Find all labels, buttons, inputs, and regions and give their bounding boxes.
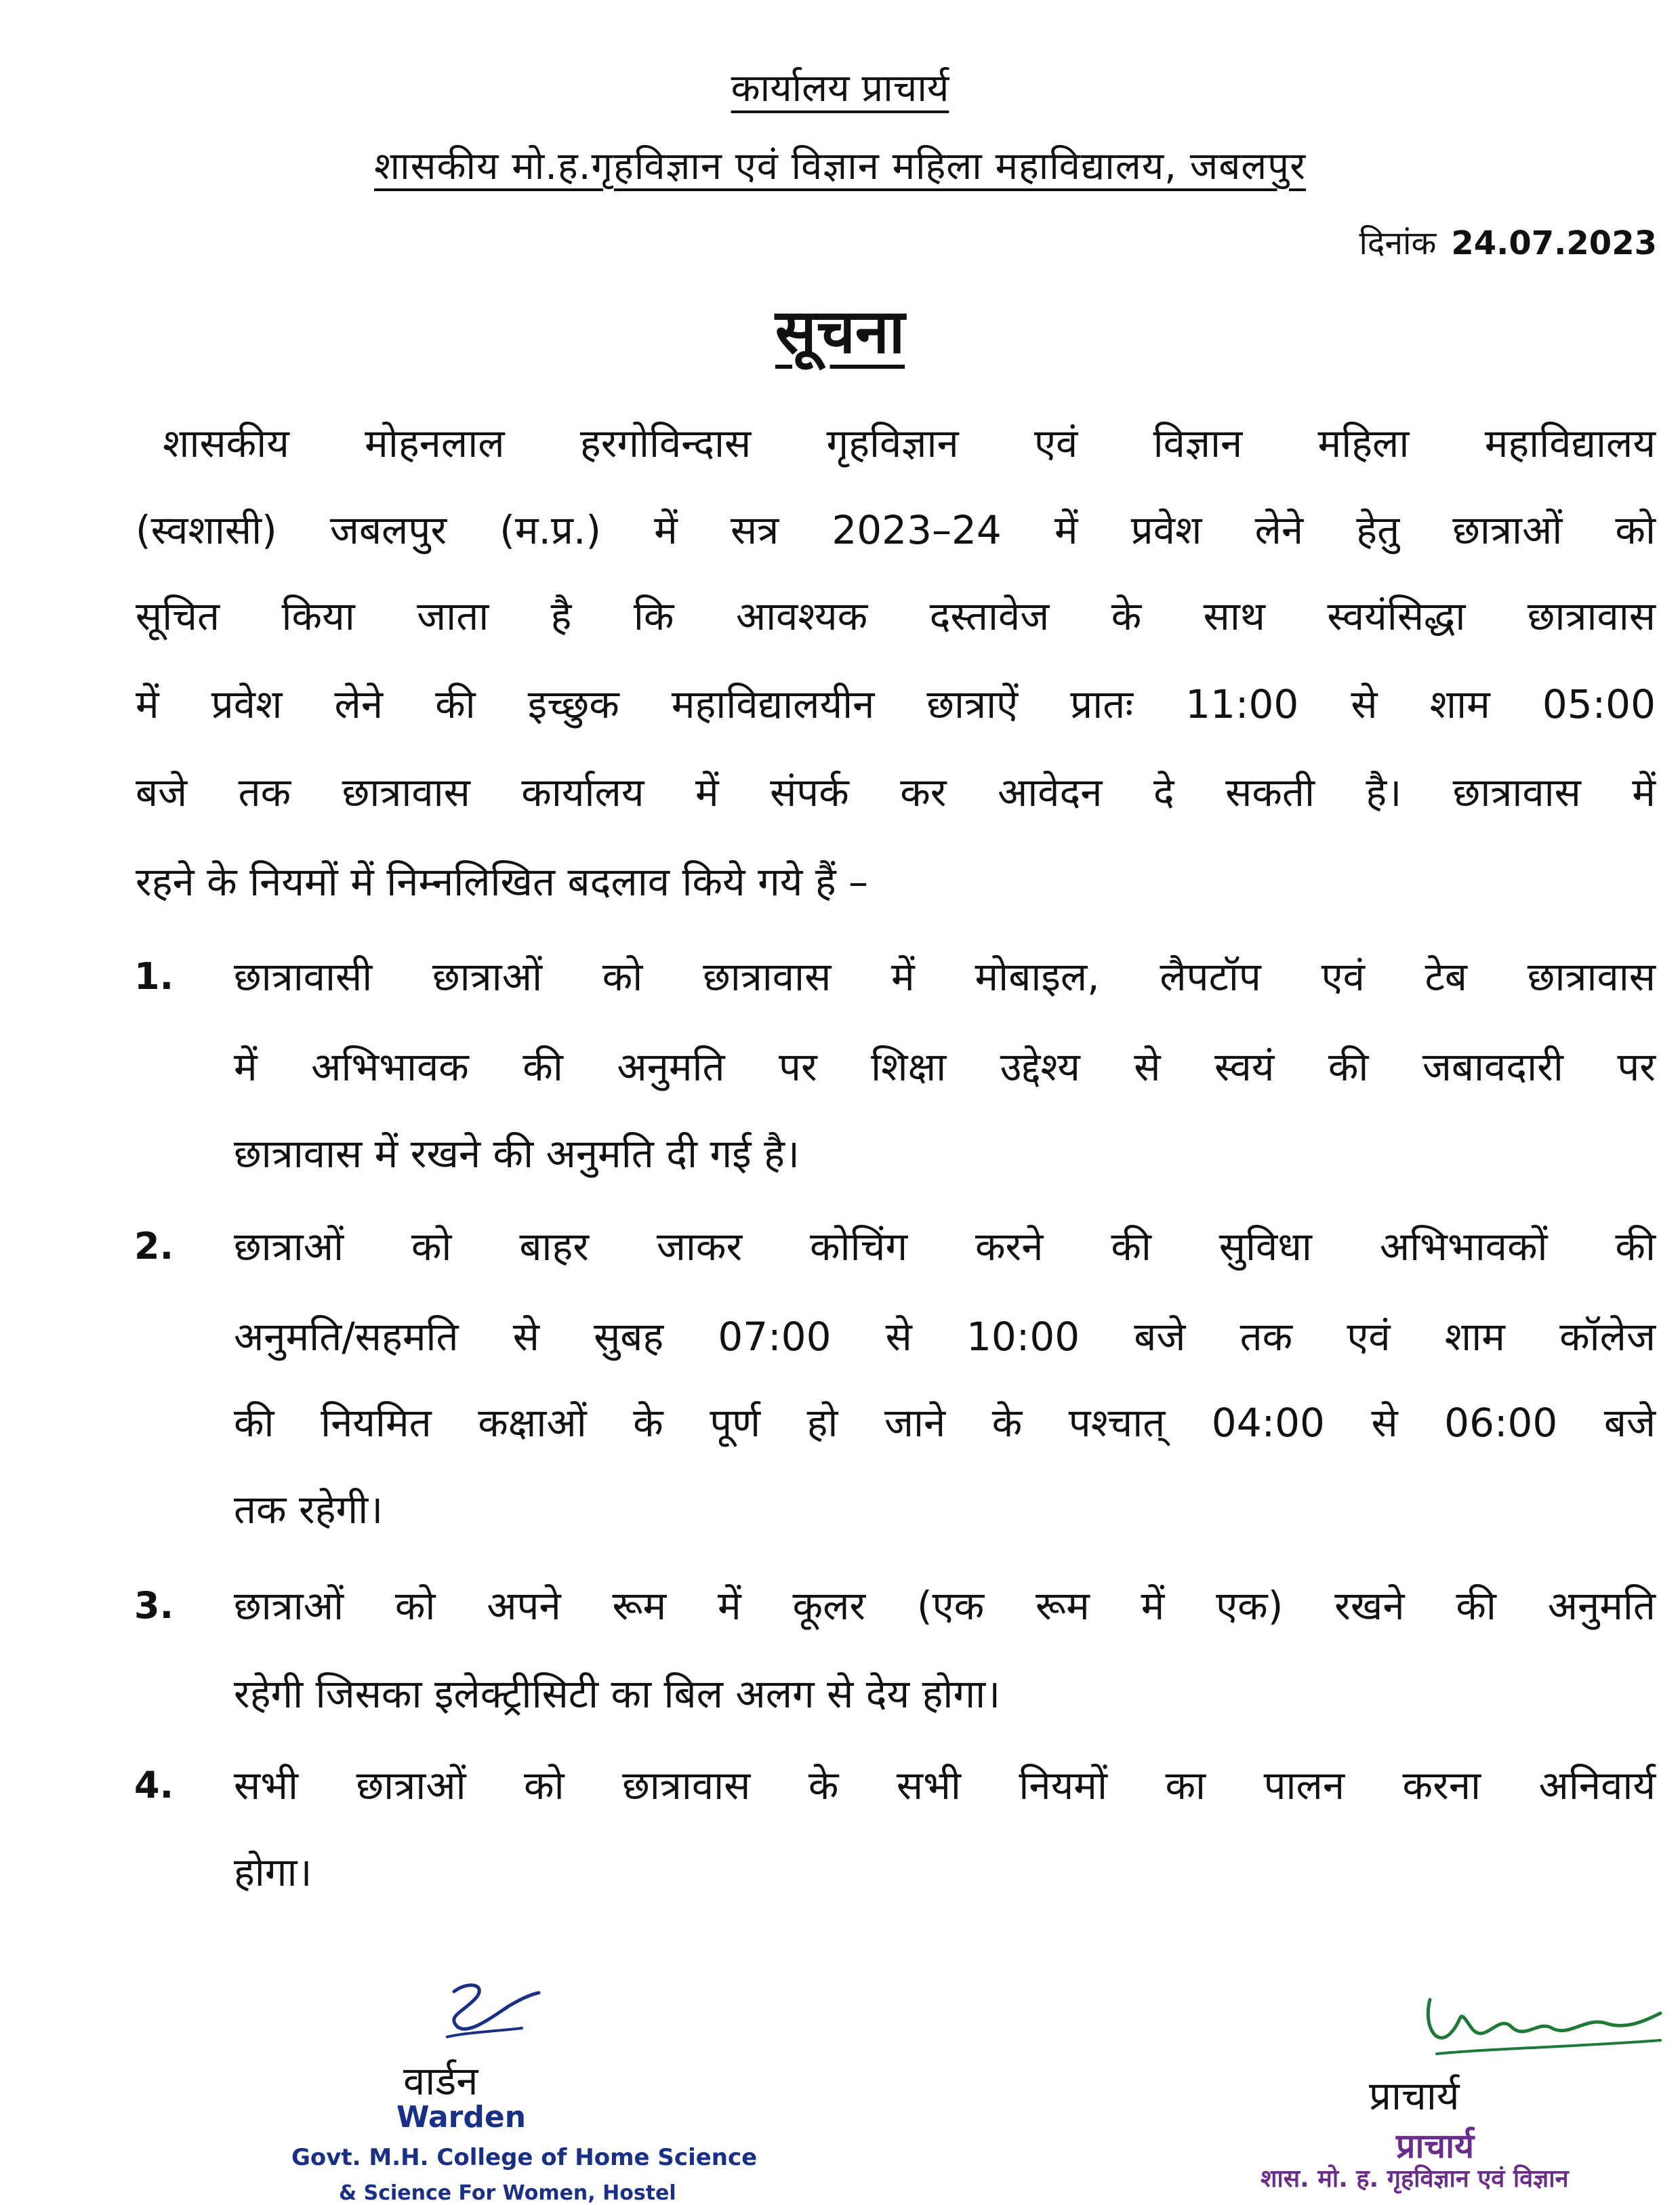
principal-hindi-label: प्राचार्य [1369,2073,1460,2119]
rule-3-line-1: छात्राओं को अपने रूम में कूलर (एक रूम में एक) रखने की अनुमति [234,1583,1656,1629]
intro-line-1: शासकीय मोहनलाल हरगोविन्दास गृहविज्ञान एवं विज्ञान महिला महाविद्यालय [163,420,1656,466]
intro-line-6: रहने के नियमों में निम्नलिखित बदलाव किये गये हैं – [136,859,869,905]
date-value: 24.07.2023 [1451,224,1657,262]
principal-signature-block [1240,1986,1674,2193]
college-heading-text: शासकीय मो.ह.गृहविज्ञान एवं विज्ञान महिला महाविद्यालय, जबलपुर [374,144,1306,188]
intro-line-4: में प्रवेश लेने की इच्छुक महाविद्यालयीन छात्राऐं प्रातः 11:00 से शाम 05:00 [136,681,1656,727]
warden-hindi-label: वार्डन [403,2058,478,2104]
warden-college-stamp-cut: & Science For Women, Hostel [339,2181,676,2205]
notice-title-text: सूचना [775,296,905,367]
intro-line-5: बजे तक छात्रावास कार्यालय में संपर्क कर आवेदन दे सकती है। छात्रावास में [136,769,1656,815]
college-heading [0,139,1680,190]
rule-2-line-1: छात्राओं को बाहर जाकर कोचिंग करने की सुविधा अभिभावकों की [234,1223,1656,1270]
date-line [1359,220,1657,264]
rule-1-line-3: छात्रावास में रखने की अनुमति दी गई है। [234,1131,800,1177]
intro-line-2: (स्वशासी) जबलपुर (म.प्र.) में सत्र 2023–24 में प्रवेश लेने हेतु छात्राओं को [136,507,1656,553]
rule-1-line-2: में अभिभावक की अनुमति पर शिक्षा उद्देश्य से स्वयं की जबावदारी पर [234,1044,1656,1090]
office-heading-text: कार्यालय प्राचार्य [731,66,949,110]
rule-2-line-2: अनुमति/सहमति से सुबह 07:00 से 10:00 बजे तक एवं शाम कॉलेज [234,1314,1656,1360]
rule-2-number: 2. [134,1225,174,1268]
rule-1-line-1: छात्रावासी छात्राओं को छात्रावास में मोबाइल, लैपटॉप एवं टेब छात्रावास [234,954,1656,1000]
intro-line-3: सूचित किया जाता है कि आवश्यक दस्तावेज के साथ स्वयंसिद्धा छात्रावास [136,593,1656,639]
notice-title [0,288,1680,371]
warden-english-label: Warden [396,2100,527,2135]
principal-stamp-title: प्राचार्य [1396,2126,1475,2166]
warden-signature-mark [407,1979,542,2054]
date-label: दिनांक [1359,224,1437,262]
rule-3-line-2: रहेगी जिसका इलेक्ट्रीसिटी का बिल अलग से देय होगा। [234,1671,1001,1717]
rule-1-number: 1. [134,955,174,998]
office-heading [0,61,1680,113]
principal-signature-mark [1410,1986,1667,2074]
rule-4-number: 4. [134,1764,174,1806]
principal-stamp-college-cut: शास. मो. ह. गृहविज्ञान एवं विज्ञान [1261,2165,1569,2193]
rule-3-number: 3. [134,1584,174,1627]
rule-4-line-1: सभी छात्राओं को छात्रावास के सभी नियमों का पालन करना अनिवार्य [234,1762,1656,1808]
warden-college-stamp: Govt. M.H. College of Home Science [291,2144,758,2171]
rule-2-line-4: तक रहेगी। [234,1486,384,1533]
rule-2-line-3: की नियमित कक्षाओं के पूर्ण हो जाने के पश्चात् 04:00 से 06:00 बजे [234,1400,1656,1446]
rule-4-line-2: होगा। [234,1849,312,1895]
